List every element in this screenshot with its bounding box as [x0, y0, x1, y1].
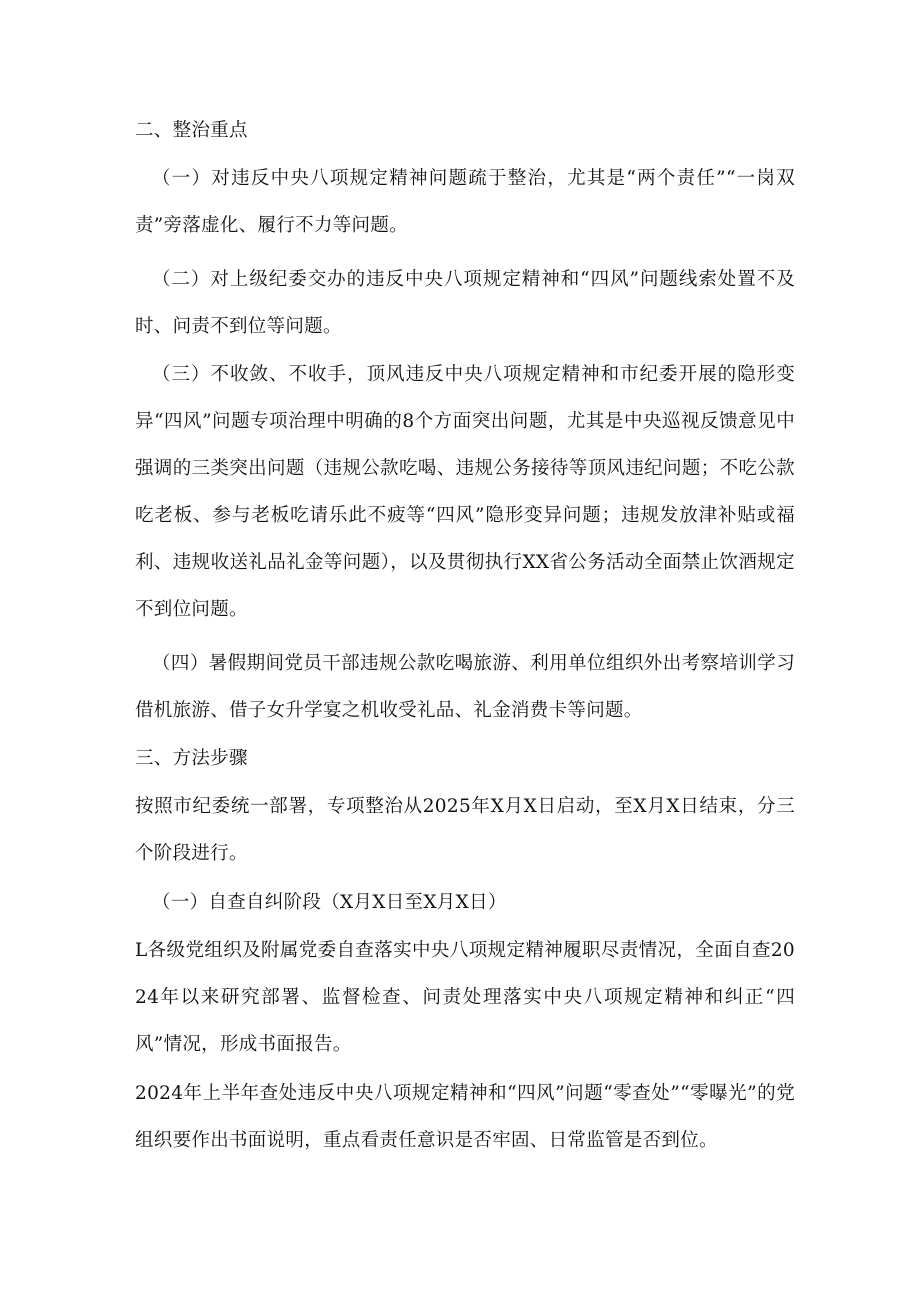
section-heading-methods-steps: 三、方法步骤 — [135, 748, 248, 769]
focus-item-1: （一）对违反中央八项规定精神问题疏于整治，尤其是“两个责任”“一岗双责”旁落虚化、履行不力等问题。 — [135, 168, 795, 236]
focus-item-4: （四）暑假期间党员干部违规公款吃喝旅游、利用单位组织外出考察培训学习借机旅游、借子女升学宴之机收受礼品、礼金消费卡等问题。 — [135, 653, 795, 721]
stage-1-point-2: 2024年上半年查处违反中央八项规定精神和“四风”问题“零查处”“零曝光”的党组织要作出书面说明，重点看责任意识是否牢固、日常监管是否到位。 — [135, 1083, 795, 1151]
section-heading-rectification-focus: 二、整治重点 — [135, 120, 248, 141]
stage-1-heading: （一）自查自纠阶段（X月X日至X月X日） — [152, 892, 507, 913]
focus-item-2: （二）对上级纪委交办的违反中央八项规定精神和“四风”问题线索处置不及时、问责不到位等问题。 — [135, 269, 795, 337]
stage-1-point-1: L各级党组织及附属党委自查落实中央八项规定精神履职尽责情况，全面自查2024年以来研究部署、监督检查、问责处理落实中央八项规定精神和纠正“四风”情况，形成书面报告。 — [135, 940, 795, 1055]
methods-intro-paragraph: 按照市纪委统一部署，专项整治从2025年X月X日启动，至X月X日结束，分三个阶段进行。 — [135, 796, 795, 864]
focus-item-3: （三）不收敛、不收手，顶风违反中央八项规定精神和市纪委开展的隐形变异“四风”问题专项治理中明确的8个方面突出问题，尤其是中央巡视反馈意见中强调的三类突出问题（违规公款吃喝、违规公务接待等顶风违纪问题；不吃公款吃老板、参与老板吃请乐此不疲等“四风”隐形变异问题；违规发放津补贴或福利、违规收送礼品礼金等问题），以及贯彻执行XX省公务活动全面禁止饮酒规定不到位问题。 — [135, 364, 795, 620]
